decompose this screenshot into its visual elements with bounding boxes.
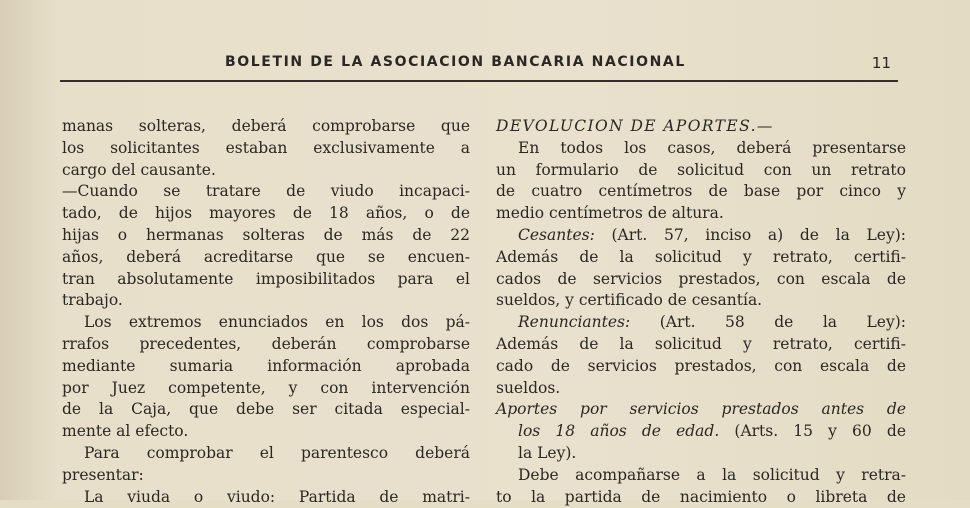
cesantes-label: Cesantes:: [518, 225, 595, 244]
text-line: En todos los casos, deberá presentarse: [518, 138, 906, 157]
text-line: años, deberá acreditarse que se encuen-: [62, 247, 470, 266]
text-line: sueldos, y certificado de cesantía.: [496, 291, 763, 310]
text-line: Para comprobar el parentesco deberá: [84, 443, 470, 462]
text-line: los solicitantes estaban exclusivamente a: [62, 138, 470, 157]
text-line: rrafos precedentes, deberán comprobarse: [62, 334, 470, 353]
right-column: [496, 116, 906, 508]
text-line: Los extremos enunciados en los dos pá-: [84, 313, 470, 332]
text-line: Además de la solicitud y retrato, certifi-: [496, 334, 906, 353]
text-line: de la Caja, que debe ser citada especial-: [62, 400, 470, 419]
page-header: [225, 54, 895, 78]
running-title: BOLETIN DE LA ASOCIACION BANCARIA NACIONAL: [225, 54, 686, 70]
text-line: trabajo.: [62, 291, 123, 310]
text-line: por Juez competente, y con intervención: [62, 378, 470, 397]
header-rule: [60, 80, 898, 82]
text-line: Debe acompañarse a la solicitud y retra-: [518, 465, 906, 484]
text-line: tado, de hijos mayores de 18 años, o de: [62, 204, 470, 223]
text-line: Además de la solicitud y retrato, certifi-: [496, 247, 906, 266]
text-line: mente al efecto.: [62, 422, 189, 441]
aportes-label-cont: los 18 años de edad.: [518, 422, 720, 441]
renunciantes-label: Renunciantes:: [518, 313, 631, 332]
section-heading: DEVOLUCION DE APORTES.—: [496, 117, 774, 135]
text-line: cargo del causante.: [62, 160, 216, 179]
cesantes-line: [496, 225, 906, 247]
text-line: tran absolutamente imposibilitados para el: [62, 269, 470, 288]
page-number: 11: [871, 54, 891, 72]
aportes-heading-line: [496, 399, 906, 421]
aportes-label: Aportes por servicios prestados antes de: [496, 400, 906, 419]
text-line: medio centímetros de altura.: [496, 204, 724, 223]
text-line: La viuda o viudo: Partida de matri-: [84, 487, 470, 506]
text-line: to la partida de nacimiento o libreta de: [496, 487, 906, 506]
text-line: cado de servicios prestados, con escala de: [496, 356, 906, 375]
renunciantes-line: [496, 312, 906, 334]
text-line: sueldos.: [496, 378, 561, 397]
text-line: la Ley).: [518, 443, 577, 462]
text-line: cados de servicios prestados, con escala de: [496, 269, 906, 288]
renunciantes-article: (Art. 58 de la Ley):: [630, 313, 906, 332]
text-line: hijas o hermanas solteras de más de 22: [62, 225, 470, 244]
aportes-article: (Arts. 15 y 60 de: [719, 422, 906, 441]
text-line: —Cuando se tratare de viudo incapaci-: [62, 182, 470, 201]
text-line: presentar:: [62, 465, 144, 484]
text-line: manas solteras, deberá comprobarse que: [62, 117, 470, 135]
text-line: de cuatro centímetros de base por cinco y: [496, 182, 906, 201]
text-line: mediante sumaria información aprobada: [62, 356, 470, 375]
text-line: un formulario de solicitud con un retrato: [496, 160, 906, 179]
aportes-line: [496, 421, 906, 443]
cesantes-article: (Art. 57, inciso a) de la Ley):: [594, 225, 906, 244]
left-column: [62, 116, 470, 508]
